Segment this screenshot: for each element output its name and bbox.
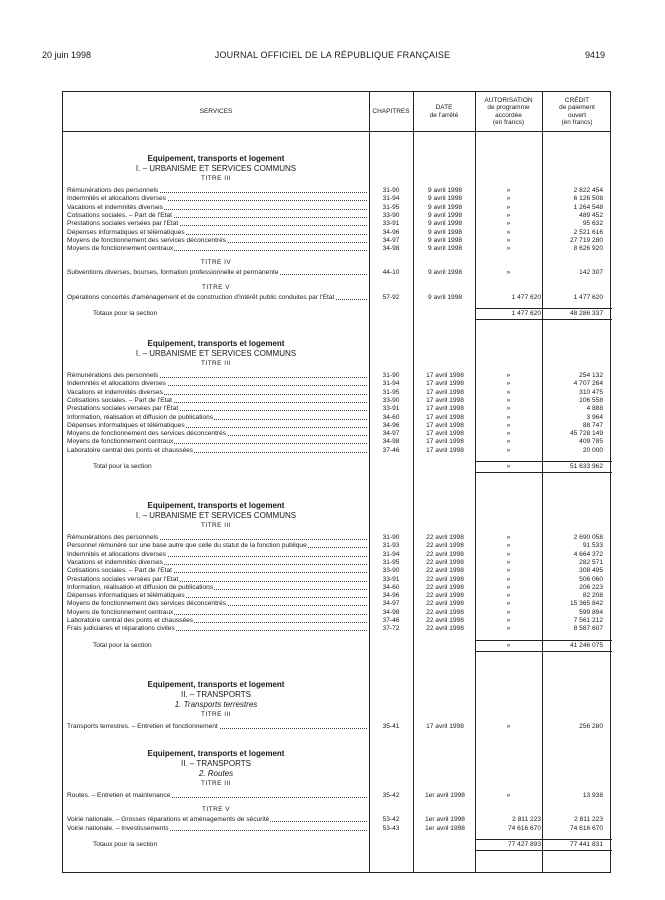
- autorisation-cell: »: [506, 542, 511, 550]
- date-cell: 17 avril 1998: [426, 430, 464, 438]
- autorisation-cell: »: [506, 617, 511, 624]
- credit-cell: 282 571: [579, 558, 603, 566]
- titre-label: TITRE III: [200, 360, 232, 367]
- table-row: [63, 722, 610, 731]
- date-cell: 22 avril 1998: [426, 542, 464, 550]
- autorisation-cell: »: [506, 534, 511, 541]
- total-label: Total pour la section: [93, 463, 152, 470]
- credit-cell: 4 888: [586, 405, 603, 413]
- total-label: Totaux pour la section: [93, 840, 158, 848]
- total-autorisation: »: [506, 463, 511, 470]
- total-row: [63, 309, 610, 318]
- date-cell: 9 avril 1998: [427, 203, 463, 211]
- total-autorisation: »: [506, 641, 511, 649]
- service-label: Rémunérations des personnels: [67, 534, 159, 541]
- autorisation-cell: »: [506, 396, 511, 404]
- table-row: [63, 791, 610, 800]
- total-row: [63, 462, 610, 471]
- chapitre-cell: 37-72: [382, 625, 400, 633]
- autorisation-cell: »: [506, 558, 511, 566]
- credit-cell: 206 223: [579, 583, 603, 591]
- autorisation-cell: »: [506, 592, 511, 600]
- titre-label: TITRE III: [200, 711, 232, 718]
- service-label: Prestations sociales versées par l'Etat: [67, 405, 179, 413]
- date-cell: 9 avril 1998: [427, 236, 463, 244]
- chapitre-cell: 31-95: [382, 203, 400, 211]
- credit-cell: 256 280: [579, 723, 603, 730]
- credit-cell: 15 365 842: [569, 600, 603, 608]
- date-cell: 9 avril 1998: [427, 195, 463, 203]
- service-label: Moyens de fonctionnement centraux: [67, 438, 174, 446]
- date-cell: 9 avril 1998: [427, 228, 463, 236]
- date-cell: 22 avril 1998: [426, 625, 464, 633]
- autorisation-cell: »: [506, 380, 511, 388]
- chapitre-cell: 33-90: [382, 396, 400, 404]
- service-label: Moyens de fonctionnement centraux: [67, 245, 174, 253]
- autorisation-cell: »: [506, 792, 511, 799]
- credit-cell: 6 126 508: [573, 195, 603, 203]
- col-header-services: SERVICES: [199, 107, 233, 115]
- autorisation-cell: »: [506, 220, 511, 228]
- titre-label: TITRE III: [200, 522, 232, 529]
- service-label: Prestations sociales versées par l'Etat: [67, 220, 179, 228]
- service-label: Frais judiciaires et réparations civiles: [67, 625, 175, 633]
- total-rule-bottom: [475, 472, 612, 473]
- service-label: Voirie nationale. – Grosses réparations et aménagements de sécurité: [67, 816, 270, 824]
- credit-cell: 254 132: [579, 372, 603, 379]
- autorisation-cell: »: [506, 625, 511, 633]
- section-subtitle: II. – TRANSPORTS: [181, 690, 251, 699]
- service-label: Rémunérations des personnels: [67, 372, 159, 379]
- service-label: Indemnités et allocations diverses: [67, 380, 166, 388]
- chapitre-cell: 31-94: [382, 550, 400, 558]
- credit-cell: 91 533: [582, 542, 603, 550]
- section-title: Equipement, transports et logement: [147, 154, 285, 163]
- service-label: Moyens de fonctionnement des services déconcentrés: [67, 430, 227, 438]
- autorisation-cell: »: [506, 372, 511, 379]
- autorisation-cell: »: [506, 236, 511, 244]
- service-cell: [67, 293, 367, 302]
- chapitre-cell: 35-42: [382, 792, 400, 799]
- chapitre-cell: 34-96: [382, 592, 400, 600]
- date-cell: 22 avril 1998: [426, 567, 464, 575]
- date-cell: 1er avril 1998: [425, 792, 465, 799]
- service-label: Dépenses informatiques et télématiques: [67, 228, 185, 236]
- service-label: Vacations et indemnités diverses: [67, 203, 163, 211]
- chapitre-cell: 34-60: [382, 583, 400, 591]
- chapitre-cell: 31-95: [382, 558, 400, 566]
- chapitre-cell: 34-60: [382, 413, 400, 421]
- journal-title: JOURNAL OFFICIEL DE LA RÉPUBLIQUE FRANÇAISE: [214, 50, 451, 60]
- service-label: Dépenses informatiques et télématiques: [67, 421, 185, 429]
- chapitre-cell: 37-46: [382, 446, 400, 454]
- chapitre-cell: 57-92: [382, 293, 400, 301]
- section-subtitle: I. – URBANISME ET SERVICES COMMUNS: [135, 511, 297, 520]
- total-credit: 41 246 075: [569, 641, 603, 649]
- service-label: Laboratoire central des ponts et chaussées: [67, 617, 194, 624]
- total-credit: 51 633 962: [569, 463, 603, 470]
- chapitre-cell: 37-46: [382, 617, 400, 624]
- chapitre-cell: 34-96: [382, 421, 400, 429]
- autorisation-cell: »: [506, 187, 511, 194]
- titre-label: TITRE IV: [200, 259, 232, 267]
- credit-cell: 308 495: [579, 567, 603, 575]
- date-cell: 9 avril 1998: [427, 245, 463, 253]
- service-label: Cotisations sociales. – Part de l'Etat: [67, 396, 172, 404]
- credit-cell: 2 811 223: [574, 816, 603, 824]
- service-cell: [67, 244, 367, 253]
- service-label: Dépenses informatiques et télématiques: [67, 592, 185, 600]
- header-date: 20 juin 1998: [42, 50, 92, 60]
- chapitre-cell: 31-90: [382, 372, 400, 379]
- date-cell: 17 avril 1998: [426, 421, 464, 429]
- credit-cell: 1 264 548: [573, 203, 603, 211]
- service-label: Vacations et indemnités diverses: [67, 388, 163, 396]
- total-label: Total pour la section: [93, 641, 152, 649]
- section-title: Equipement, transports et logement: [147, 339, 285, 348]
- credit-cell: 8 626 920: [573, 245, 603, 253]
- service-label: Laboratoire central des ponts et chaussées: [67, 446, 194, 454]
- date-cell: 22 avril 1998: [426, 575, 464, 583]
- autorisation-cell: »: [506, 600, 511, 608]
- credit-cell: 45 728 149: [569, 430, 603, 438]
- autorisation-cell: »: [506, 608, 511, 616]
- date-cell: 17 avril 1998: [426, 396, 464, 404]
- page-number: 9419: [584, 50, 605, 60]
- table-row: [63, 446, 610, 455]
- autorisation-cell: »: [506, 413, 511, 421]
- autorisation-cell: »: [506, 446, 511, 454]
- credit-cell: 82 208: [582, 592, 603, 600]
- chapitre-cell: 31-94: [382, 195, 400, 203]
- chapitre-cell: 33-91: [382, 575, 400, 583]
- chapitre-cell: 34-98: [382, 245, 400, 253]
- credit-cell: 142 307: [579, 269, 603, 277]
- section-title: Equipement, transports et logement: [147, 501, 285, 510]
- credit-cell: 95 632: [582, 220, 603, 228]
- chapitre-cell: 53-42: [382, 816, 400, 824]
- credit-cell: 8 587 607: [573, 625, 603, 633]
- service-label: Indemnités et allocations diverses: [67, 550, 166, 558]
- table-body: [63, 132, 610, 872]
- date-cell: 9 avril 1998: [427, 211, 463, 219]
- date-cell: 22 avril 1998: [426, 600, 464, 608]
- chapitre-cell: 31-93: [382, 542, 400, 550]
- section-subtitle: I. – URBANISME ET SERVICES COMMUNS: [135, 349, 297, 358]
- chapitre-cell: 33-91: [382, 220, 400, 228]
- service-label: Information, réalisation et diffusion de publications: [67, 413, 214, 421]
- chapitre-cell: 34-98: [382, 438, 400, 446]
- col-header-credit: CRÉDIT de paiement ouvert (en francs): [559, 96, 595, 126]
- credit-cell: 2 822 454: [573, 187, 603, 194]
- date-cell: 22 avril 1998: [426, 583, 464, 591]
- date-cell: 17 avril 1998: [426, 405, 464, 413]
- autorisation-cell: »: [506, 723, 511, 730]
- autorisation-cell: »: [506, 405, 511, 413]
- section-title: Equipement, transports et logement: [147, 680, 285, 689]
- credit-cell: 27 719 280: [569, 236, 603, 244]
- chapitre-cell: 35-41: [382, 723, 400, 730]
- total-credit: 77 441 831: [569, 840, 603, 848]
- chapitre-cell: 33-90: [382, 211, 400, 219]
- chapitre-cell: 34-98: [382, 608, 400, 616]
- table-row: [63, 824, 610, 833]
- table-row: [63, 244, 610, 253]
- autorisation-cell: »: [506, 583, 511, 591]
- service-cell: [67, 722, 367, 731]
- date-cell: 22 avril 1998: [426, 608, 464, 616]
- credit-cell: 2 690 058: [573, 534, 603, 541]
- section-title: Equipement, transports et logement: [147, 749, 285, 758]
- chapitre-cell: 53-43: [382, 824, 400, 832]
- autorisation-cell: »: [506, 550, 511, 558]
- total-autorisation: 1 477 620: [511, 310, 541, 317]
- budget-table: [62, 91, 611, 873]
- credit-cell: 7 561 212: [573, 617, 603, 624]
- credit-cell: 599 894: [579, 608, 603, 616]
- date-cell: 22 avril 1998: [426, 617, 464, 624]
- credit-cell: 310 475: [579, 388, 603, 396]
- credit-cell: 106 558: [579, 396, 603, 404]
- col-header-autorisation: AUTORISATION de programme accordée (en francs): [484, 96, 533, 126]
- credit-cell: 506 060: [579, 575, 603, 583]
- date-cell: 9 avril 1998: [427, 269, 463, 277]
- date-cell: 9 avril 1998: [427, 187, 463, 194]
- total-autorisation: 77 427 893: [507, 840, 541, 848]
- date-cell: 22 avril 1998: [426, 550, 464, 558]
- credit-cell: 489 452: [579, 211, 603, 219]
- service-label: Prestations sociales versées par l'Etat: [67, 575, 179, 583]
- date-cell: 22 avril 1998: [426, 558, 464, 566]
- autorisation-cell: »: [506, 421, 511, 429]
- service-label: Cotisations sociales. – Part de l'Etat: [67, 211, 172, 219]
- autorisation-cell: 1 477 620: [511, 293, 541, 301]
- credit-cell: 4 707 264: [573, 380, 603, 388]
- titre-label: TITRE V: [202, 283, 230, 291]
- date-cell: 22 avril 1998: [426, 534, 464, 541]
- autorisation-cell: »: [506, 575, 511, 583]
- section-subtitle-2: 1. Transports terrestres: [174, 700, 258, 709]
- autorisation-cell: 74 616 670: [507, 824, 541, 832]
- autorisation-cell: »: [506, 388, 511, 396]
- total-label: Totaux pour la section: [93, 310, 158, 317]
- chapitre-cell: 34-96: [382, 228, 400, 236]
- chapitre-cell: 34-97: [382, 600, 400, 608]
- chapitre-cell: 31-90: [382, 187, 400, 194]
- chapitre-cell: 31-90: [382, 534, 400, 541]
- service-label: Information, réalisation et diffusion de publications: [67, 583, 214, 591]
- date-cell: 9 avril 1998: [427, 293, 463, 301]
- titre-label: TITRE V: [202, 806, 230, 814]
- service-label: Subventions diverses, bourses, formation professionnelle et permanente: [67, 269, 279, 277]
- chapitre-cell: 34-97: [382, 430, 400, 438]
- autorisation-cell: »: [506, 211, 511, 219]
- date-cell: 17 avril 1998: [426, 413, 464, 421]
- autorisation-cell: 2 811 223: [512, 816, 541, 824]
- section-subtitle: I. – URBANISME ET SERVICES COMMUNS: [135, 164, 297, 173]
- autorisation-cell: »: [506, 430, 511, 438]
- date-cell: 1er avril 1998: [425, 816, 465, 824]
- autorisation-cell: »: [506, 195, 511, 203]
- col-header-date: DATE de l'arrêté: [429, 104, 459, 119]
- date-cell: 17 avril 1998: [426, 388, 464, 396]
- autorisation-cell: »: [506, 438, 511, 446]
- autorisation-cell: »: [506, 245, 511, 253]
- service-cell: [67, 624, 367, 633]
- table-row: [63, 293, 610, 302]
- credit-cell: 4 664 372: [573, 550, 603, 558]
- titre-label: TITRE III: [200, 780, 232, 787]
- service-label: Voirie nationale. – Investissements: [67, 824, 169, 832]
- total-rule-bottom: [475, 850, 612, 851]
- credit-cell: 2 521 616: [573, 228, 603, 236]
- credit-cell: 74 616 670: [569, 824, 603, 832]
- service-cell: [67, 791, 367, 800]
- service-label: Indemnités et allocations diverses: [67, 195, 166, 203]
- total-row: [63, 840, 610, 849]
- credit-cell: 409 785: [579, 438, 603, 446]
- credit-cell: 1 477 620: [573, 293, 603, 301]
- col-header-chapitres: CHAPITRES: [372, 107, 410, 115]
- chapitre-cell: 31-94: [382, 380, 400, 388]
- service-cell: [67, 446, 367, 455]
- total-rule-bottom: [475, 319, 612, 320]
- autorisation-cell: »: [506, 567, 511, 575]
- autorisation-cell: »: [506, 228, 511, 236]
- date-cell: 1er avril 1998: [425, 824, 465, 832]
- credit-cell: 88 747: [582, 421, 603, 429]
- service-label: Personnel rémunéré sur une base autre que celle du statut de la fonction publique: [67, 542, 307, 550]
- chapitre-cell: 31-95: [382, 388, 400, 396]
- credit-cell: 3 964: [586, 413, 603, 421]
- section-subtitle: II. – TRANSPORTS: [181, 759, 251, 768]
- total-credit: 48 286 337: [569, 310, 603, 317]
- service-label: Transports terrestres. – Entretien et fonctionnement: [67, 723, 218, 730]
- service-label: Moyens de fonctionnement des services déconcentrés: [67, 236, 227, 244]
- date-cell: 17 avril 1998: [426, 446, 464, 454]
- total-row: [63, 641, 610, 650]
- credit-cell: 20 000: [582, 446, 603, 454]
- date-cell: 17 avril 1998: [426, 380, 464, 388]
- total-rule-bottom: [475, 651, 612, 652]
- chapitre-cell: 34-97: [382, 236, 400, 244]
- service-cell: [67, 268, 367, 277]
- service-label: Opérations concertés d'aménagement et de construction d'intérêt public conduites par l'Etat: [67, 293, 335, 301]
- service-label: Vacations et indemnités diverses: [67, 558, 163, 566]
- date-cell: 9 avril 1998: [427, 220, 463, 228]
- autorisation-cell: »: [506, 203, 511, 211]
- service-label: Moyens de fonctionnement centraux: [67, 608, 174, 616]
- date-cell: 17 avril 1998: [426, 723, 464, 730]
- date-cell: 17 avril 1998: [426, 372, 464, 379]
- section-subtitle-2: 2. Routes: [198, 769, 234, 778]
- credit-cell: 13 938: [582, 792, 603, 799]
- chapitre-cell: 33-90: [382, 567, 400, 575]
- service-label: Moyens de fonctionnement des services déconcentrés: [67, 600, 227, 608]
- autorisation-cell: »: [506, 269, 511, 277]
- service-label: Routes. – Entretien et maintenance: [67, 792, 171, 799]
- chapitre-cell: 33-91: [382, 405, 400, 413]
- service-label: Rémunérations des personnels: [67, 187, 159, 194]
- titre-label: TITRE III: [200, 175, 232, 182]
- table-row: [63, 624, 610, 633]
- date-cell: 22 avril 1998: [426, 592, 464, 600]
- date-cell: 17 avril 1998: [426, 438, 464, 446]
- table-row: [63, 268, 610, 277]
- service-cell: [67, 824, 367, 833]
- chapitre-cell: 44-10: [382, 269, 400, 277]
- service-label: Cotisations sociales. – Part de l'Etat: [67, 567, 172, 575]
